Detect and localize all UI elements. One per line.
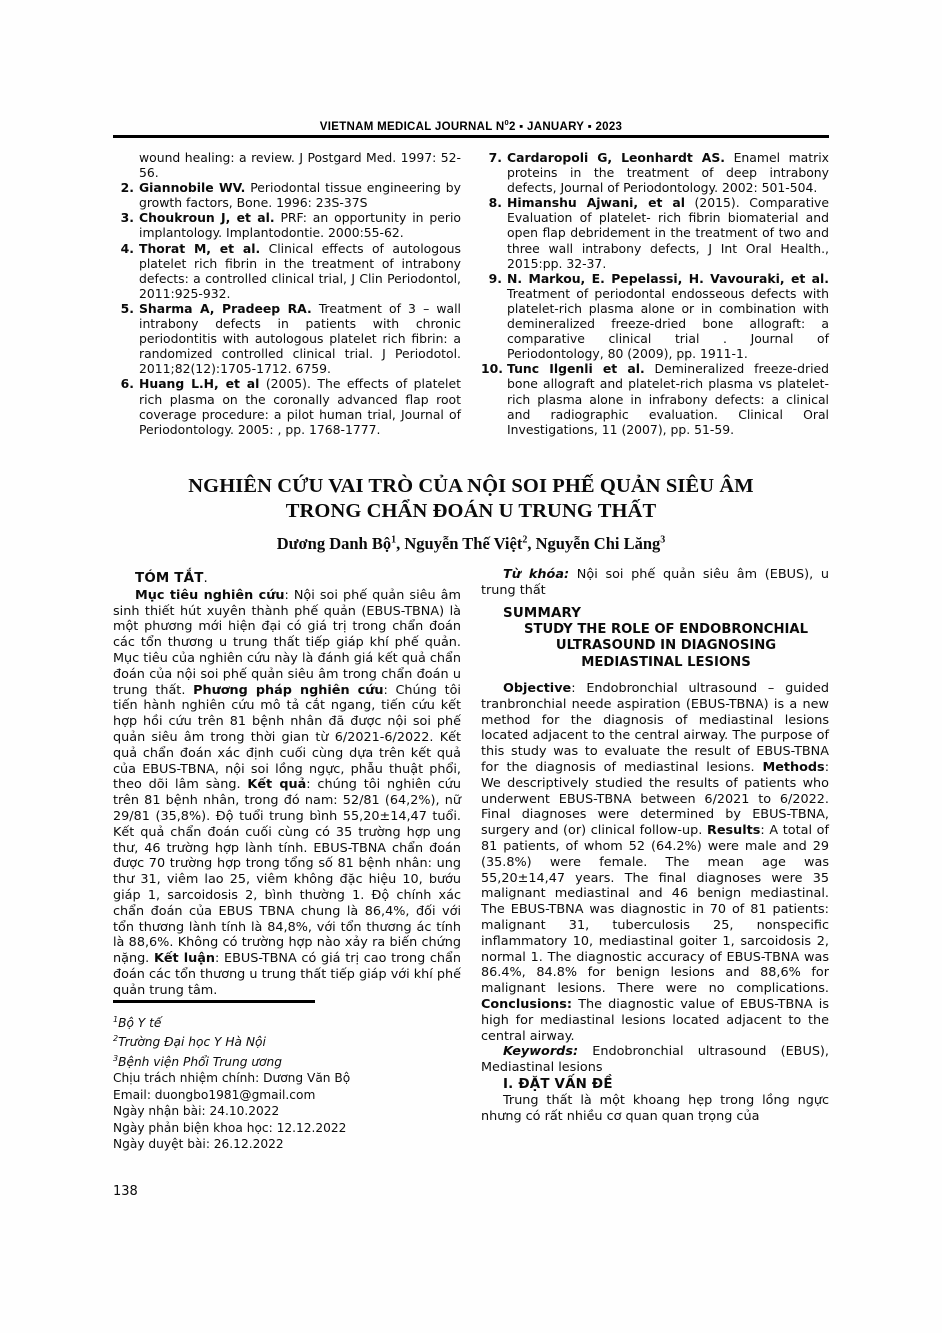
reference-item — [113, 180, 461, 210]
reference-item — [481, 361, 829, 436]
article-title-line-2: TRONG CHẨN ĐOÁN U TRUNG THẤT — [285, 500, 657, 522]
vietnamese-abstract-heading — [113, 571, 461, 587]
introduction-section — [481, 1077, 829, 1124]
reference-text: Demineralized freeze-dried bone allograft and platelet-rich plasma vs platelet-rich plasma alone in infrabony defects: a clinical and radiographic evaluation. Clinical Oral Investigations, 11 (2007), pp. 51-59. — [507, 361, 829, 437]
keywords-label-vi: Từ khóa: — [503, 567, 570, 582]
author-list: Dương Danh Bộ$^1$, Nguyễn Thế Việt$^2$, Nguyễn Chi Lăng$^3$ — [276, 534, 666, 553]
footnote-rule — [113, 1000, 315, 1003]
article-title-line-1: NGHIÊN CỨU VAI TRÒ CỦA NỘI SOI PHẾ QUẢN SIÊU ÂM — [188, 475, 754, 497]
reference-number: 4. — [120, 240, 134, 256]
running-head-suffix: 2 ▪ JANUARY ▪ 2023 — [508, 120, 623, 133]
reference-number: 9. — [488, 270, 502, 286]
english-abstract — [481, 681, 829, 1076]
affiliation-text: Bộ Y tế — [118, 1016, 162, 1031]
label-results-vi: Kết quả — [247, 777, 307, 793]
reference-text: Periodontal tissue engineering by growth factors, Bone. 1996: 23S-37S — [139, 180, 461, 211]
affiliation-text: Trường Đại học Y Hà Nội — [118, 1035, 266, 1050]
text-objective-en: : Endobronchial ultrasound – guided tranbronchial neede aspiration (EBUS-TBNA) is a new method for the diagnosis of mediastinal lesions located adjacent to the central airway. The purpose of this study was to evaluate the result of EBUS-TBNA for the diagnosis of mediastinal lesions. — [481, 681, 829, 775]
reference-number: 8. — [488, 195, 502, 211]
reference-number: 10. — [481, 361, 503, 377]
running-head-sup: 0 — [504, 118, 509, 127]
introduction-heading: I. ĐẶT VẤN ĐỀ — [503, 1077, 613, 1092]
reference-authors: Tunc Ilgenli et al. — [507, 361, 645, 377]
reference-authors: Cardaropoli G, Leonhardt AS. — [507, 150, 726, 165]
reference-text: Treatment of periodontal endosseous defects with platelet-rich plasma alone or in combination with demineralized freeze-dried bone allograft: a comparative clinical trial . Journal of Periodontology, 80 (2009), pp. 1911-1. — [507, 285, 829, 362]
author-name: Nguyễn Thế Việt — [404, 534, 523, 553]
label-objective-en: Objective — [503, 681, 572, 696]
label-conclusions-vi: Kết luận — [153, 951, 215, 967]
corresponding-email[interactable]: Email: duongbo1981@gmail.com — [113, 1087, 316, 1102]
label-conclusions-en: Conclusions: — [481, 996, 573, 1012]
reference-text: PRF: an opportunity in perio implantology. Implantodontie. 2000:55-62. — [139, 210, 461, 241]
keywords-text-en: Endobronchial ultrasound (EBUS), Mediastinal lesions — [481, 1044, 829, 1076]
text-objective-vi: : Nội soi phế quản siêu âm sinh thiết hút xuyên thành phế quản (EBUS-TBNA) là một phương mới hiện đại có giá trị trong chẩn đoán các tổn thương u trung thất tiếp giáp khí phế quản. Mục tiêu của nghiên cứu này là đánh giá kết quả chẩn đoán của nội soi phế quản siêu âm trong chẩn đoán u trung thất. — [113, 587, 461, 698]
reference-item — [113, 301, 461, 376]
reference-item — [481, 150, 829, 195]
english-keywords-paragraph — [481, 1044, 829, 1076]
page-number: 138 — [113, 1184, 138, 1199]
reference-item — [481, 271, 829, 362]
reference-authors: Himanshu Ajwani, et al — [507, 195, 685, 211]
vietnamese-keywords-paragraph — [481, 567, 829, 599]
affiliation-marker: 1 — [113, 1015, 119, 1024]
summary-title-line-1: STUDY THE ROLE OF ENDOBRONCHIAL — [523, 621, 809, 637]
text-results-en: : A total of 81 patients, of whom 52 (64.2%) were male and 29 (35.8%) were female. The mean age was 55,20±14,47 years. The final diagnoses were 35 malignant mediastinal and 46 benign mediastinal. The EBUS-TBNA was diagnostic in 70 of 81 patients: malignant 31, tuberculosis 25, nonspecific inflammatory 10, mediastinal goiter 1, sarcoidosis 2, normal 1. The diagnostic accuracy of EBUS-TBNA was 86.4%, 84.8% for benign lesions and 88,6% for malignant lesions. There were no complications. — [481, 823, 829, 997]
reference-authors: Giannobile WV. — [139, 180, 246, 196]
label-results-en: Results — [706, 823, 761, 839]
label-methods-en: Methods — [762, 759, 825, 775]
text-methods-vi: : Chúng tôi tiến hành nghiên cứu mô tả cắt ngang, tiến cứu kết hợp hồi cứu trên 81 bệnh nhân đã được nội soi phế quản siêu âm trong thời gian từ 6/2021-6/2022. Kết quả chẩn đoán xác định cuối cùng dựa trên kết quả của EBUS-TBNA, nội soi lồng ngực, phẫu thuật phổi, theo dõi lâm sàng. — [113, 682, 461, 793]
reference-number: 3. — [120, 210, 134, 226]
text-results-vi: : chúng tôi nghiên cứu trên 81 bệnh nhân, trong đó nam: 52/81 (64,2%), nữ 29/81 (35,8%). Độ tuổi trung bình 55,20±14,47 tuổi. Kết quả chẩn đoán cuối cùng có 35 trường hợp ung thư, 46 trường hợp lành tính. EBUS-TBNA chẩn đoán được 70 trường hợp trong tổng số 81 bệnh nhân: ung thư 31, viêm lao 25, viêm không đặc hiệu 10, bướu giáp 1, sarcoidosis 2, bình thường 1. Độ chính xác chẩn đoán của EBUS TBNA chung là 86,4%, đối với tổn thương lành tính là 84,8%, với tổn thương ác tính là 88,6%. Không có trường hợp nào xảy ra biến chứng nặng. — [113, 777, 461, 967]
author-name: Dương Danh Bộ — [276, 534, 392, 553]
vietnamese-abstract-heading-text: TÓM TẮT — [135, 571, 204, 586]
text-methods-en: : We descriptively studied the results of patients who underwent EBUS-TBNA between 6/2021 to 6/2022. Final diagnoses were determined by EBUS-TBNA, surgery and (or) clinical follow-up. — [481, 759, 829, 839]
affiliation-1 — [113, 1012, 461, 1031]
reference-continued: wound healing: a review. J Postgard Med. 1997: 52-56. — [139, 150, 461, 181]
header-rule — [113, 135, 829, 138]
author-affiliation-marker: 1 — [391, 534, 397, 546]
summary-heading: SUMMARY — [503, 606, 582, 621]
date-received: Ngày nhận bài: 24.10.2022 — [113, 1104, 280, 1119]
reference-authors: Sharma A, Pradeep RA. — [139, 300, 312, 316]
date-accepted: Ngày duyệt bài: 26.12.2022 — [113, 1137, 284, 1152]
reference-authors: Huang L.H, et al — [139, 376, 260, 392]
vietnamese-abstract — [113, 571, 461, 999]
affiliation-marker: 2 — [113, 1034, 119, 1044]
reference-item — [481, 195, 829, 270]
summary-title-line-3: MEDIASTINAL LESIONS — [581, 654, 751, 670]
footnote-block — [113, 1012, 461, 1152]
label-methods-vi: Phương pháp nghiên cứu — [193, 682, 384, 698]
english-abstract-paragraph — [481, 681, 829, 1044]
affiliation-2 — [113, 1031, 461, 1050]
text-conclusions-en: The diagnostic value of EBUS-TBNA is high for mediastinal lesions located adjacent to the central airway. — [481, 996, 829, 1044]
reference-authors: Choukroun J, et al. — [139, 210, 275, 226]
author-affiliation-marker: 3 — [660, 534, 666, 546]
author-name: Nguyễn Chi Lăng — [535, 534, 661, 553]
reference-authors: N. Markou, E. Pepelassi, H. Vavouraki, et al. — [507, 270, 829, 286]
reference-authors: Thorat M, et al. — [139, 240, 261, 256]
reference-text: Enamel matrix proteins in the treatment of deep intrabony defects, Journal of Periodontology. 2002: 501-504. — [507, 150, 829, 196]
summary-title-line-2: ULTRASOUND IN DIAGNOSING — [555, 638, 777, 654]
reference-item — [113, 210, 461, 240]
keywords-label-en: Keywords: — [503, 1044, 579, 1060]
reference-number: 2. — [120, 180, 134, 196]
reference-text: (2005). The effects of platelet rich plasma on the coronally advanced flap root coverage procedure: a pilot human trial, Journal of Periodontology. 2005: , pp. 1768-1777. — [139, 376, 461, 437]
reference-number: 7. — [488, 150, 502, 165]
english-summary-header — [481, 606, 829, 671]
reference-item — [113, 376, 461, 436]
reference-number: 6. — [120, 376, 134, 392]
affiliation-text: Bệnh viện Phổi Trung ương — [118, 1055, 282, 1069]
reference-text: Treatment of 3 – wall intrabony defects in patients with chronic periodontitis with autologous platelet rich fibrin: a randomized controlled clinical trial. J Periodotol. 2011;82(12):1705-1712. 6759. — [139, 300, 461, 377]
vietnamese-abstract-paragraph — [113, 588, 461, 999]
reference-text: Clinical effects of autologous platelet rich fibrin in the treatment of intrabony defects: a controlled clinical trial, J Clin Periodontol, 2011:925-932. — [139, 240, 461, 301]
reference-item — [113, 241, 461, 301]
label-objective-vi: Mục tiêu nghiên cứu — [135, 587, 285, 603]
affiliation-3 — [113, 1051, 461, 1070]
article-title — [113, 474, 829, 524]
running-head-prefix: VIETNAM MEDICAL JOURNAL N — [319, 120, 505, 133]
affiliation-marker: 3 — [113, 1053, 119, 1063]
date-reviewed: Ngày phản biện khoa học: 12.12.2022 — [113, 1120, 347, 1135]
author-affiliation-marker: 2 — [522, 534, 528, 546]
text-conclusions-vi: : EBUS-TBNA có giá trị cao trong chẩn đoán các tổn thương u trung thất tiếp giáp với khí phế quản trung tâm. — [113, 951, 461, 998]
running-head — [0, 118, 942, 133]
vietnamese-abstract-heading-dot: . — [203, 571, 209, 586]
introduction-paragraph: Trung thất là một khoang hẹp trong lồng ngực nhưng có rất nhiều cơ quan quan trọng của — [481, 1092, 829, 1124]
vietnamese-keywords — [481, 567, 829, 599]
reference-text: (2015). Comparative Evaluation of platelet- rich fibrin biomaterial and open flap debridement in the treatment of two and three wall intrabony defects, J Int Oral Health., 2015:pp. 32-37. — [507, 195, 829, 271]
corresponding-author: Chịu trách nhiệm chính: Dương Văn Bộ — [113, 1071, 351, 1086]
references-left-column — [113, 150, 461, 437]
reference-number: 5. — [120, 300, 134, 316]
references-right-column — [481, 150, 829, 437]
keywords-text-vi: Nội soi phế quản siêu âm (EBUS), u trung thất — [481, 567, 829, 598]
